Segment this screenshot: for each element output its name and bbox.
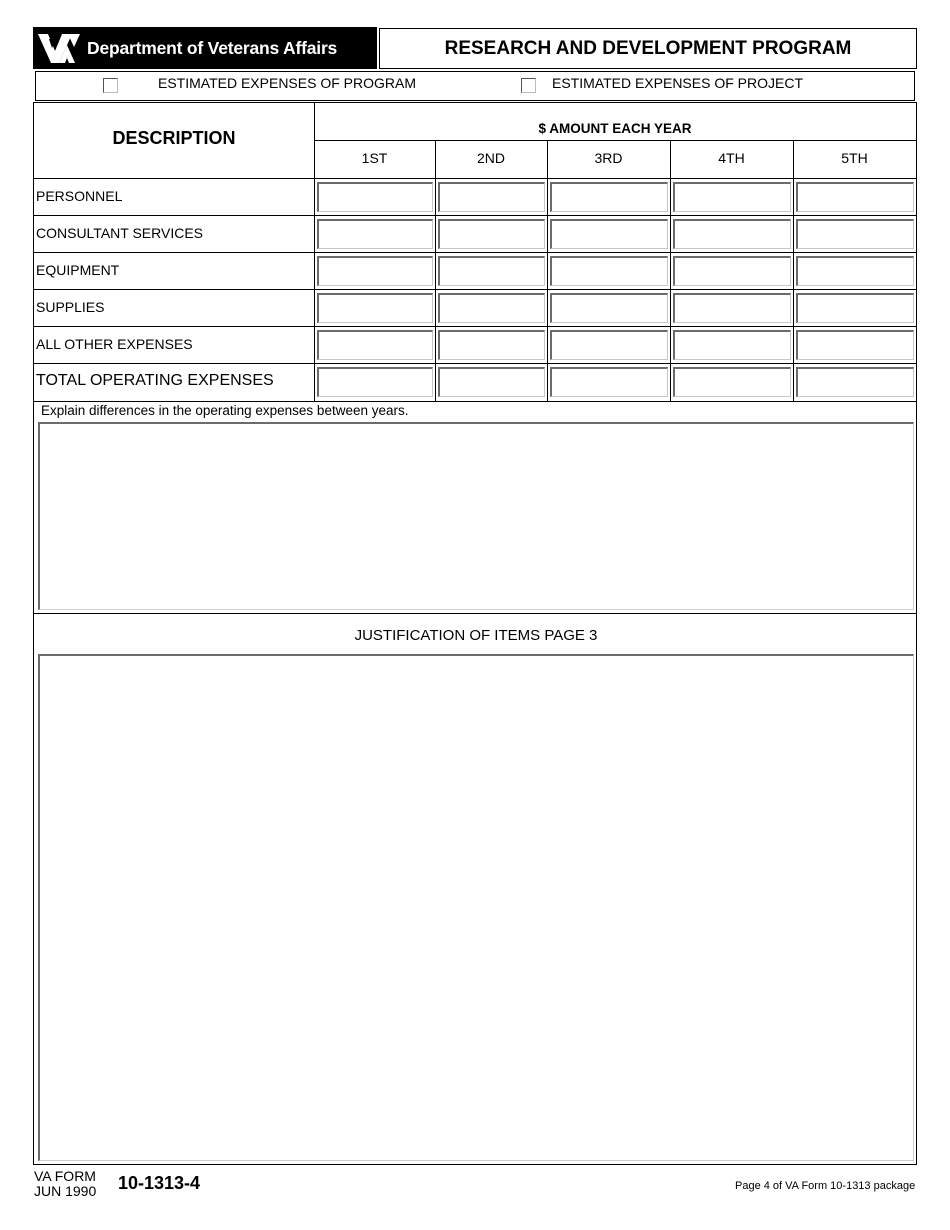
project-checkbox-label: ESTIMATED EXPENSES OF PROJECT [552,75,804,91]
total-year-2-field[interactable] [438,367,545,397]
amount-header: $ AMOUNT EACH YEAR [538,121,692,136]
total-year-3-field[interactable] [550,367,668,397]
consultant-year-2-field[interactable] [438,219,545,249]
consultant-year-5-field[interactable] [796,219,914,249]
consultant-year-3-field[interactable] [550,219,668,249]
project-checkbox[interactable] [521,78,536,93]
description-header: DESCRIPTION [112,128,236,148]
row-label-personnel: PERSONNEL [36,188,123,204]
supplies-year-3-field[interactable] [550,293,668,323]
total-year-4-field[interactable] [673,367,791,397]
total-year-1-field[interactable] [317,367,433,397]
supplies-year-2-field[interactable] [438,293,545,323]
program-checkbox-label: ESTIMATED EXPENSES OF PROGRAM [158,75,417,91]
form-number: 10-1313-4 [118,1173,201,1193]
personnel-year-2-field[interactable] [438,182,545,212]
va-seal-icon [37,31,81,65]
equipment-year-1-field[interactable] [317,256,433,286]
explain-textarea[interactable] [38,422,914,610]
other-expenses-year-2-field[interactable] [438,330,545,360]
supplies-year-1-field[interactable] [317,293,433,323]
row-label-all-other-expenses: ALL OTHER EXPENSES [36,336,193,352]
explain-section [33,401,917,614]
equipment-year-2-field[interactable] [438,256,545,286]
year-header: 3RD [594,150,623,166]
agency-name: Department of Veterans Affairs [87,37,338,58]
year-header: 4TH [718,150,745,166]
page-note: Page 4 of VA Form 10-1313 package [735,1180,916,1192]
form-title: RESEARCH AND DEVELOPMENT PROGRAM [444,37,852,59]
year-header: 2ND [476,150,505,166]
expense-type-row [35,71,915,101]
other-expenses-year-1-field[interactable] [317,330,433,360]
personnel-year-4-field[interactable] [673,182,791,212]
justification-section [33,614,917,1165]
row-label-total-operating-expenses: TOTAL OPERATING EXPENSES [36,372,274,389]
justification-textarea[interactable] [38,654,914,1161]
equipment-year-5-field[interactable] [796,256,914,286]
form-identifier [34,1169,96,1199]
title-box [379,28,917,69]
agency-banner [33,27,377,69]
form-label: VA FORM [34,1168,96,1184]
total-year-5-field[interactable] [796,367,914,397]
consultant-year-1-field[interactable] [317,219,433,249]
row-label-equipment: EQUIPMENT [36,262,120,278]
other-expenses-year-3-field[interactable] [550,330,668,360]
row-label-supplies: SUPPLIES [36,299,105,315]
justification-heading: JUSTIFICATION OF ITEMS PAGE 3 [354,627,598,644]
explain-label: Explain differences in the operating expenses between years. [41,403,409,418]
year-header: 1ST [361,150,388,166]
personnel-year-1-field[interactable] [317,182,433,212]
equipment-year-4-field[interactable] [673,256,791,286]
year-header: 5TH [841,150,868,166]
personnel-year-5-field[interactable] [796,182,914,212]
consultant-year-4-field[interactable] [673,219,791,249]
personnel-year-3-field[interactable] [550,182,668,212]
other-expenses-year-5-field[interactable] [796,330,914,360]
budget-table [33,102,917,402]
program-checkbox[interactable] [103,78,118,93]
supplies-year-4-field[interactable] [673,293,791,323]
row-label-consultant-services: CONSULTANT SERVICES [36,225,204,241]
other-expenses-year-4-field[interactable] [673,330,791,360]
supplies-year-5-field[interactable] [796,293,914,323]
equipment-year-3-field[interactable] [550,256,668,286]
form-date: JUN 1990 [34,1183,97,1199]
